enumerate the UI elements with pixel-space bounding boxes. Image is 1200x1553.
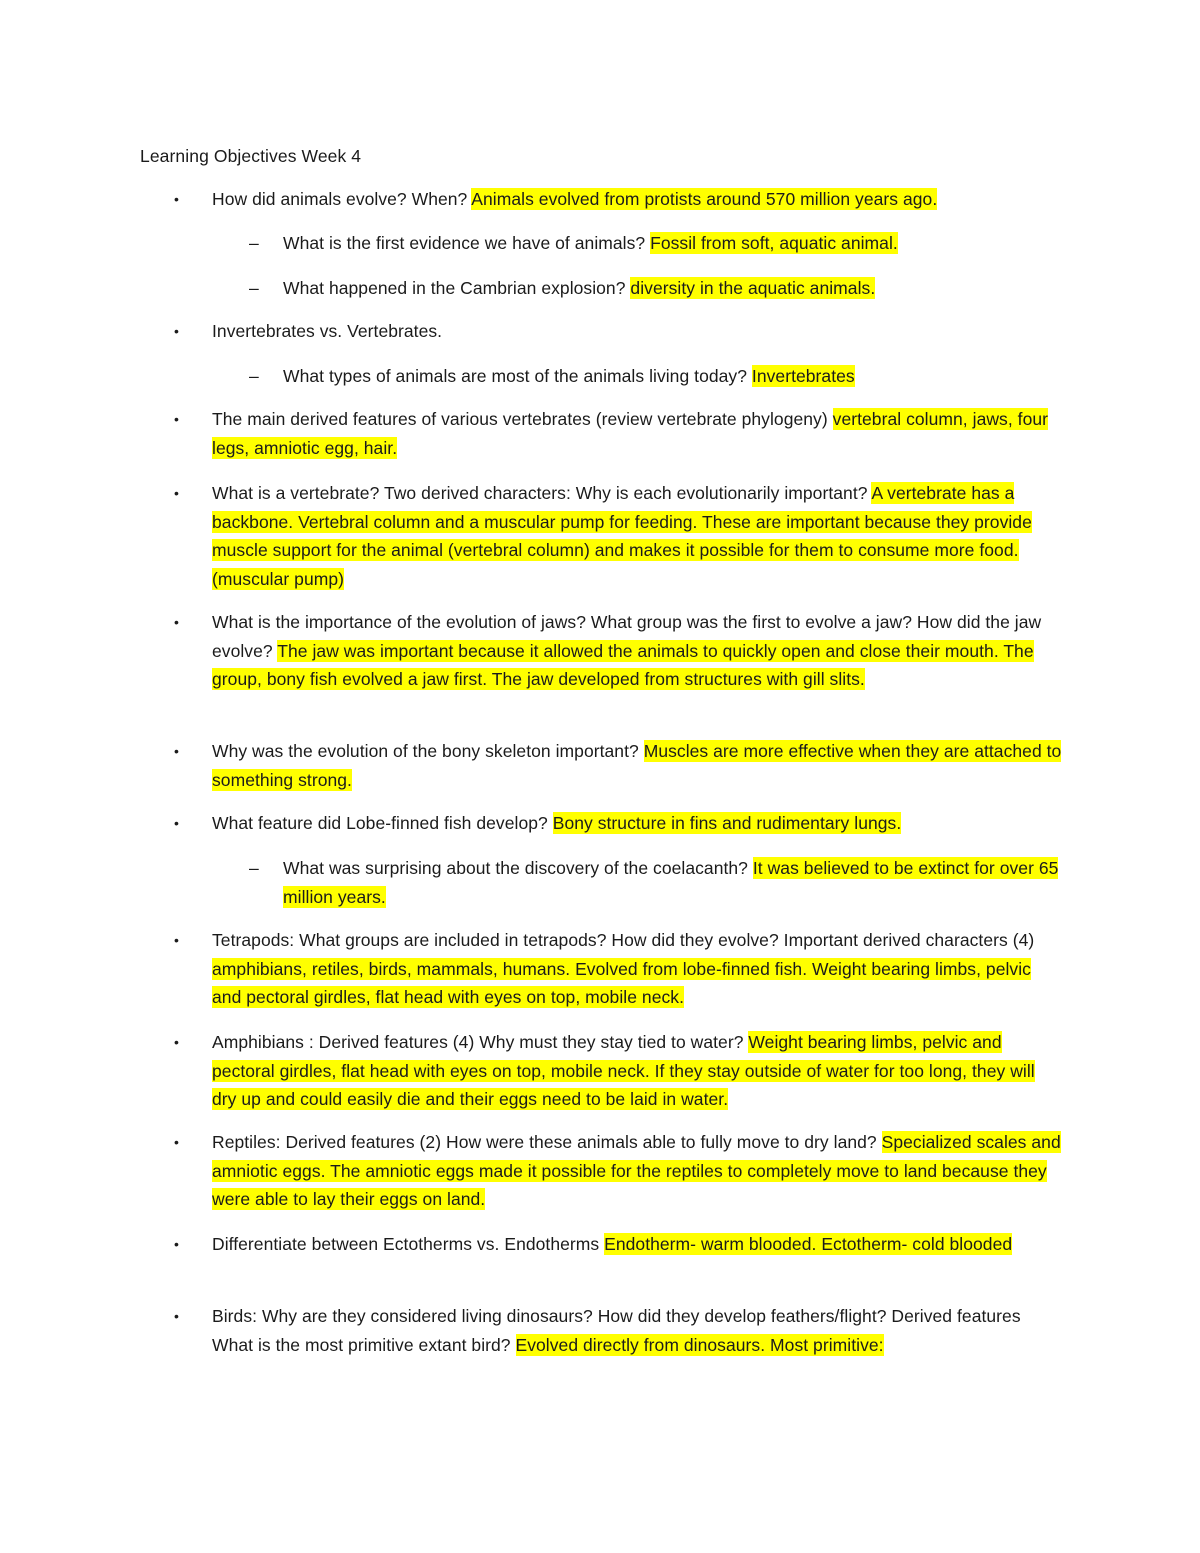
question-text: How did animals evolve? When?	[212, 189, 472, 209]
list-item	[174, 185, 1062, 214]
highlighted-answer: Muscles are more effective when they are attached to something strong.	[212, 741, 1062, 790]
question-text: What was surprising about the discovery of the coelacanth?	[283, 858, 753, 878]
dash-icon: –	[249, 233, 259, 253]
list-item	[174, 1128, 1062, 1214]
question-text: Tetrapods: What groups are included in tetrapods? How did they evolve? Important derived characters (4)	[212, 930, 1035, 950]
question-text: What is the importance of the evolution of jaws? What group was the first to evolve a jaw? How did the jaw evolve?	[212, 612, 1042, 661]
list-item	[249, 274, 1063, 303]
dash-icon: –	[249, 366, 259, 386]
question-text: Differentiate between Ectotherms vs. Endotherms	[212, 1234, 605, 1254]
highlighted-answer: Invertebrates	[751, 366, 855, 386]
highlighted-answer: Evolved directly from dinosaurs. Most primitive:	[515, 1334, 884, 1355]
list-item	[174, 479, 1062, 593]
question-text: The main derived features of various vertebrates (review vertebrate phylogeny)	[212, 409, 833, 429]
bullet-icon: •	[174, 1034, 179, 1050]
highlighted-answer: It was believed to be extinct for over 65 million years.	[283, 858, 1059, 907]
question-text: What is a vertebrate? Two derived characters: Why is each evolutionarily important?	[212, 483, 872, 503]
bullet-icon: •	[174, 1236, 179, 1252]
list-item	[174, 1230, 1062, 1259]
question-text: What types of animals are most of the animals living today?	[283, 366, 752, 386]
highlighted-answer: Fossil from soft, aquatic animal.	[650, 233, 898, 253]
list-item	[174, 809, 1062, 838]
highlighted-answer: A vertebrate has a backbone. Vertebral column and a muscular pump for feeding. These are important because they provide muscle support for the animal (vertebral column) and makes it possible for them to consume more food. (muscular pump)	[212, 483, 1032, 589]
bullet-icon: •	[174, 932, 179, 948]
highlighted-answer: Endotherm- warm blooded. Ectotherm- cold blooded	[604, 1234, 1013, 1254]
bullet-icon: •	[174, 815, 179, 831]
bullet-icon: •	[174, 485, 179, 501]
highlighted-answer: Weight bearing limbs, pelvic and pectoral girdles, flat head with eyes on top, mobile neck. If they stay outside of water for too long, they will dry up and could easily die and their eggs need to be laid in water.	[212, 1032, 1035, 1109]
question-text: Birds: Why are they considered living dinosaurs? How did they develop feathers/flight? Derived features What is the most primitive extant bird?	[212, 1306, 1021, 1355]
bullet-icon: •	[174, 1308, 179, 1324]
bullet-icon: •	[174, 614, 179, 630]
bullet-icon: •	[174, 1134, 179, 1150]
list-item	[249, 854, 1063, 911]
highlighted-answer: vertebral column, jaws, four legs, amniotic egg, hair.	[212, 409, 1049, 458]
question-text: What is the first evidence we have of animals?	[283, 233, 651, 253]
list-item	[249, 229, 1063, 258]
highlighted-answer: Specialized scales and amniotic eggs. The amniotic eggs made it possible for the reptiles to completely move to land because they were able to lay their eggs on land.	[212, 1132, 1061, 1209]
list-item	[249, 362, 1063, 391]
list-item	[174, 1302, 1062, 1359]
list-item	[174, 1028, 1062, 1114]
question-text: Invertebrates vs. Vertebrates.	[212, 321, 443, 341]
dash-icon: –	[249, 858, 259, 878]
highlighted-answer: amphibians, retiles, birds, mammals, humans. Evolved from lobe-finned fish. Weight bearing limbs, pelvic and pectoral girdles, flat head with eyes on top, mobile neck.	[212, 958, 1031, 1007]
list-item	[174, 405, 1062, 462]
highlighted-answer: The jaw was important because it allowed the animals to quickly open and close their mouth. The group, bony fish evolved a jaw first. The jaw developed from structures with gill slits.	[212, 640, 1034, 689]
bullet-icon: •	[174, 191, 179, 207]
bullet-icon: •	[174, 323, 179, 339]
question-text: Why was the evolution of the bony skeleton important?	[212, 741, 644, 761]
bullet-icon: •	[174, 743, 179, 759]
list-item	[174, 317, 1062, 346]
bullet-icon: •	[174, 411, 179, 427]
highlighted-answer: diversity in the aquatic animals.	[630, 278, 876, 298]
question-text: Amphibians : Derived features (4) Why must they stay tied to water?	[212, 1032, 749, 1052]
highlighted-answer: Bony structure in fins and rudimentary lungs.	[552, 813, 902, 833]
list-item	[174, 926, 1062, 1012]
highlighted-answer: Animals evolved from protists around 570 million years ago.	[471, 189, 938, 209]
dash-icon: –	[249, 278, 259, 298]
question-text: Reptiles: Derived features (2) How were these animals able to fully move to dry land?	[212, 1132, 882, 1152]
document-title: Learning Objectives Week 4	[140, 146, 362, 166]
question-text: What feature did Lobe-finned fish develop?	[212, 813, 553, 833]
list-item	[174, 737, 1062, 794]
list-item	[174, 608, 1062, 694]
question-text: What happened in the Cambrian explosion?	[283, 278, 631, 298]
